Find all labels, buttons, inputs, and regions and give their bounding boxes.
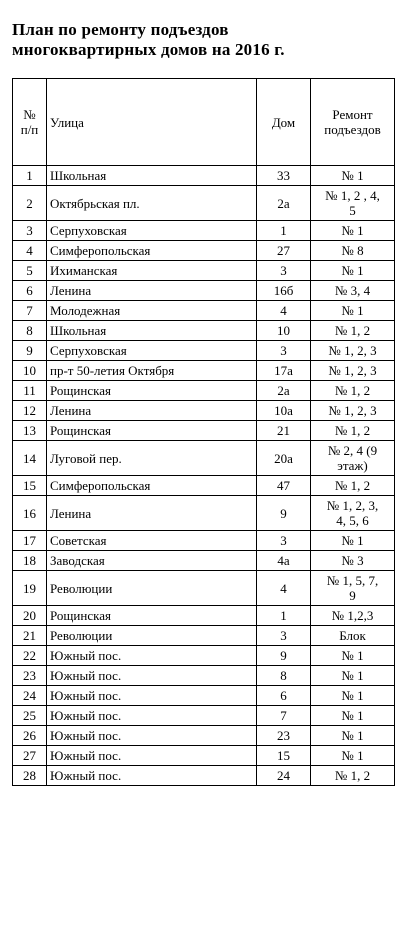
- entrances-cell: [311, 746, 395, 766]
- table-row: [13, 281, 395, 301]
- page-title-line-1: План по ремонту подъездов: [12, 20, 229, 39]
- entrances-line: № 1, 2 , 4,: [325, 188, 380, 203]
- row-number-cell: 26: [13, 726, 47, 746]
- street-cell: Южный пос.: [47, 686, 257, 706]
- table-row: [13, 166, 395, 186]
- repair-plan-table: [12, 78, 395, 786]
- house-cell: 10а: [257, 401, 311, 421]
- table-row: [13, 241, 395, 261]
- house-cell: 1: [257, 606, 311, 626]
- row-number-cell: 22: [13, 646, 47, 666]
- house-cell: 16б: [257, 281, 311, 301]
- table-row: [13, 606, 395, 626]
- entrances-line: № 3: [341, 553, 364, 568]
- table-row: [13, 421, 395, 441]
- street-cell: Луговой пер.: [47, 441, 257, 476]
- entrances-cell: [311, 686, 395, 706]
- row-number-cell: 2: [13, 186, 47, 221]
- table-row: [13, 571, 395, 606]
- house-cell: 8: [257, 666, 311, 686]
- entrances-cell: [311, 646, 395, 666]
- column-header-number-line-2: п/п: [20, 122, 39, 137]
- row-number-cell: 18: [13, 551, 47, 571]
- row-number-cell: 17: [13, 531, 47, 551]
- entrances-line: № 2, 4 (9: [327, 443, 378, 458]
- street-cell: Южный пос.: [47, 666, 257, 686]
- column-header-entrances-line-2: подъездов: [324, 122, 381, 137]
- column-header-number-line-1: №: [23, 107, 36, 122]
- house-cell: 10: [257, 321, 311, 341]
- table-row: [13, 496, 395, 531]
- row-number-cell: 23: [13, 666, 47, 686]
- row-number-cell: 25: [13, 706, 47, 726]
- row-number-cell: 12: [13, 401, 47, 421]
- street-cell: Молодежная: [47, 301, 257, 321]
- row-number-cell: 10: [13, 361, 47, 381]
- row-number-cell: 1: [13, 166, 47, 186]
- page-title-line-2: многоквартирных домов на 2016 г.: [12, 40, 285, 59]
- entrances-line: 4, 5, 6: [336, 513, 369, 528]
- house-cell: 27: [257, 241, 311, 261]
- entrances-line: № 1, 2: [334, 423, 371, 438]
- row-number-cell: 8: [13, 321, 47, 341]
- row-number-cell: 6: [13, 281, 47, 301]
- entrances-cell: [311, 666, 395, 686]
- entrances-cell: [311, 571, 395, 606]
- table-row: [13, 341, 395, 361]
- table-row: [13, 626, 395, 646]
- house-cell: 4а: [257, 551, 311, 571]
- entrances-cell: [311, 186, 395, 221]
- house-cell: 3: [257, 341, 311, 361]
- entrances-line: № 1: [341, 533, 364, 548]
- house-cell: 2а: [257, 381, 311, 401]
- house-cell: 47: [257, 476, 311, 496]
- entrances-cell: [311, 221, 395, 241]
- entrances-cell: [311, 531, 395, 551]
- house-cell: 21: [257, 421, 311, 441]
- entrances-cell: [311, 706, 395, 726]
- street-cell: Ленина: [47, 401, 257, 421]
- entrances-line: № 1: [341, 168, 364, 183]
- table-row: [13, 261, 395, 281]
- entrances-cell: [311, 261, 395, 281]
- entrances-line: № 1, 2, 3: [328, 403, 377, 418]
- house-cell: 6: [257, 686, 311, 706]
- entrances-cell: [311, 381, 395, 401]
- table-row: [13, 321, 395, 341]
- table-row: [13, 186, 395, 221]
- entrances-cell: [311, 476, 395, 496]
- entrances-line: этаж): [337, 458, 368, 473]
- street-cell: Рощинская: [47, 606, 257, 626]
- street-cell: пр-т 50-летия Октября: [47, 361, 257, 381]
- street-cell: Советская: [47, 531, 257, 551]
- row-number-cell: 24: [13, 686, 47, 706]
- street-cell: Ленина: [47, 496, 257, 531]
- entrances-line: 9: [349, 588, 356, 603]
- street-cell: Серпуховская: [47, 341, 257, 361]
- street-cell: Революции: [47, 626, 257, 646]
- table-row: [13, 666, 395, 686]
- street-cell: Ленина: [47, 281, 257, 301]
- street-cell: Заводская: [47, 551, 257, 571]
- entrances-line: № 1, 2: [334, 768, 371, 783]
- column-header-house: Дом: [257, 79, 311, 166]
- house-cell: 33: [257, 166, 311, 186]
- entrances-line: № 3, 4: [334, 283, 371, 298]
- street-cell: Симферопольская: [47, 476, 257, 496]
- house-cell: 2а: [257, 186, 311, 221]
- house-cell: 4: [257, 571, 311, 606]
- entrances-cell: [311, 766, 395, 786]
- entrances-line: № 1: [341, 688, 364, 703]
- street-cell: Рощинская: [47, 381, 257, 401]
- street-cell: Школьная: [47, 166, 257, 186]
- entrances-line: № 1: [341, 708, 364, 723]
- entrances-line: № 1: [341, 263, 364, 278]
- entrances-line: № 1, 2, 3,: [326, 498, 379, 513]
- column-header-entrances: [311, 79, 395, 166]
- house-cell: 17а: [257, 361, 311, 381]
- entrances-cell: [311, 441, 395, 476]
- row-number-cell: 11: [13, 381, 47, 401]
- street-cell: Серпуховская: [47, 221, 257, 241]
- house-cell: 4: [257, 301, 311, 321]
- row-number-cell: 4: [13, 241, 47, 261]
- entrances-cell: [311, 551, 395, 571]
- street-cell: Южный пос.: [47, 766, 257, 786]
- table-row: [13, 726, 395, 746]
- entrances-cell: [311, 166, 395, 186]
- entrances-cell: [311, 496, 395, 531]
- row-number-cell: 13: [13, 421, 47, 441]
- entrances-line: № 1: [341, 303, 364, 318]
- street-cell: Октябрьская пл.: [47, 186, 257, 221]
- entrances-cell: [311, 281, 395, 301]
- street-cell: Школьная: [47, 321, 257, 341]
- house-cell: 3: [257, 626, 311, 646]
- house-cell: 3: [257, 531, 311, 551]
- entrances-line: № 8: [341, 243, 364, 258]
- entrances-line: № 1, 5, 7,: [326, 573, 379, 588]
- page-title: [12, 20, 392, 60]
- street-cell: Южный пос.: [47, 646, 257, 666]
- table-header: [13, 79, 395, 166]
- row-number-cell: 28: [13, 766, 47, 786]
- row-number-cell: 21: [13, 626, 47, 646]
- entrances-cell: [311, 341, 395, 361]
- entrances-cell: [311, 241, 395, 261]
- house-cell: 15: [257, 746, 311, 766]
- row-number-cell: 19: [13, 571, 47, 606]
- street-cell: Южный пос.: [47, 726, 257, 746]
- entrances-cell: [311, 301, 395, 321]
- street-cell: Южный пос.: [47, 746, 257, 766]
- house-cell: 3: [257, 261, 311, 281]
- column-header-street: Улица: [47, 79, 257, 166]
- table-row: [13, 646, 395, 666]
- table-row: [13, 531, 395, 551]
- entrances-line: Блок: [339, 628, 366, 643]
- table-row: [13, 476, 395, 496]
- table-row: [13, 766, 395, 786]
- entrances-cell: [311, 606, 395, 626]
- entrances-line: № 1: [341, 748, 364, 763]
- entrances-line: № 1, 2, 3: [328, 363, 377, 378]
- table-header-row: [13, 79, 395, 166]
- row-number-cell: 3: [13, 221, 47, 241]
- row-number-cell: 15: [13, 476, 47, 496]
- table-row: [13, 381, 395, 401]
- street-cell: Симферопольская: [47, 241, 257, 261]
- entrances-line: № 1, 2, 3: [328, 343, 377, 358]
- street-cell: Южный пос.: [47, 706, 257, 726]
- entrances-line: № 1: [341, 668, 364, 683]
- street-cell: Рощинская: [47, 421, 257, 441]
- house-cell: 24: [257, 766, 311, 786]
- entrances-line: 5: [349, 203, 356, 218]
- entrances-line: № 1: [341, 223, 364, 238]
- house-cell: 20а: [257, 441, 311, 476]
- row-number-cell: 20: [13, 606, 47, 626]
- house-cell: 9: [257, 496, 311, 531]
- entrances-line: № 1,2,3: [331, 608, 374, 623]
- entrances-cell: [311, 401, 395, 421]
- house-cell: 9: [257, 646, 311, 666]
- entrances-cell: [311, 321, 395, 341]
- table-row: [13, 401, 395, 421]
- entrances-line: № 1: [341, 728, 364, 743]
- table-row: [13, 686, 395, 706]
- table-body: [13, 166, 395, 786]
- table-row: [13, 221, 395, 241]
- house-cell: 7: [257, 706, 311, 726]
- street-cell: Революции: [47, 571, 257, 606]
- table-row: [13, 706, 395, 726]
- table-row: [13, 746, 395, 766]
- entrances-line: № 1, 2: [334, 478, 371, 493]
- row-number-cell: 14: [13, 441, 47, 476]
- table-row: [13, 301, 395, 321]
- row-number-cell: 7: [13, 301, 47, 321]
- row-number-cell: 9: [13, 341, 47, 361]
- row-number-cell: 27: [13, 746, 47, 766]
- house-cell: 23: [257, 726, 311, 746]
- table-row: [13, 551, 395, 571]
- column-header-entrances-line-1: Ремонт: [332, 107, 373, 122]
- table-row: [13, 441, 395, 476]
- entrances-cell: [311, 726, 395, 746]
- house-cell: 1: [257, 221, 311, 241]
- entrances-line: № 1, 2: [334, 323, 371, 338]
- row-number-cell: 16: [13, 496, 47, 531]
- table-row: [13, 361, 395, 381]
- entrances-line: № 1, 2: [334, 383, 371, 398]
- entrances-line: № 1: [341, 648, 364, 663]
- entrances-cell: [311, 626, 395, 646]
- column-header-number: [13, 79, 47, 166]
- entrances-cell: [311, 361, 395, 381]
- entrances-cell: [311, 421, 395, 441]
- street-cell: Ихиманская: [47, 261, 257, 281]
- row-number-cell: 5: [13, 261, 47, 281]
